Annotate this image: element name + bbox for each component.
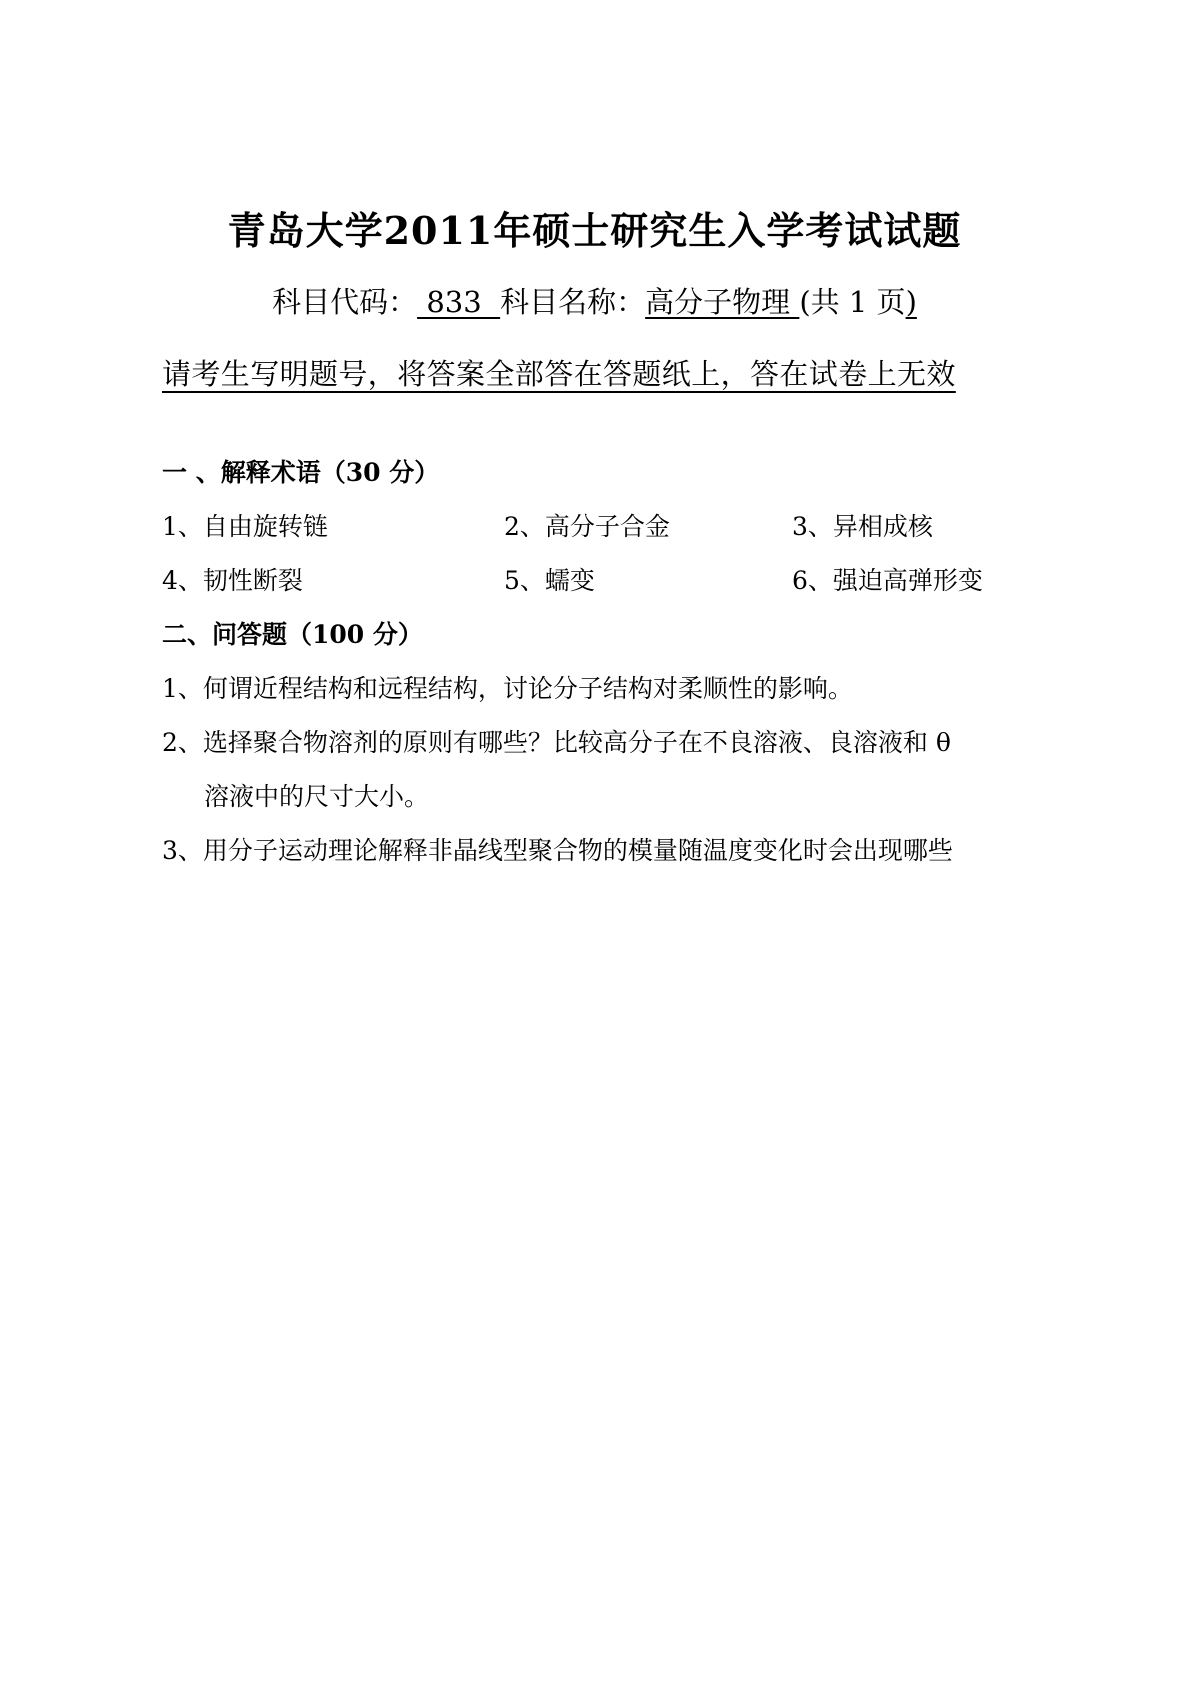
term-item: 6、强迫高弹形变 (792, 566, 983, 595)
question-line: 溶液中的尺寸大小。 (204, 782, 430, 811)
term-item: 3、异相成核 (792, 512, 933, 541)
term-item: 2、高分子合金 (504, 512, 670, 541)
exam-title: 青岛大学2011年硕士研究生入学考试试题 (227, 208, 962, 253)
question-line: 3、用分子运动理论解释非晶线型聚合物的模量随温度变化时会出现哪些 (162, 836, 953, 865)
subject-code: 833 (417, 285, 501, 319)
page-count: (共 1 页 (799, 285, 906, 319)
question-line: 2、选择聚合物溶剂的原则有哪些？比较高分子在不良溶液、良溶液和 θ (162, 728, 951, 757)
term-item: 1、自由旋转链 (162, 512, 328, 541)
section-1-heading: 一 、解释术语（30 分） (162, 458, 440, 487)
term-item: 4、韧性断裂 (162, 566, 303, 595)
page-count-close: ) (905, 285, 917, 319)
question-line: 1、何谓近程结构和远程结构，讨论分子结构对柔顺性的影响。 (162, 674, 853, 703)
term-item: 5、蠕变 (504, 566, 595, 595)
subject-line (0, 285, 1189, 319)
exam-notice: 请考生写明题号，将答案全部答在答题纸上，答在试卷上无效 (162, 357, 956, 391)
subject-code-label: 科目代码： (272, 285, 418, 319)
section-2-heading: 二、问答题（100 分） (162, 620, 423, 649)
subject-name: 高分子物理 (645, 285, 800, 319)
subject-name-label: 科目名称： (500, 285, 646, 319)
